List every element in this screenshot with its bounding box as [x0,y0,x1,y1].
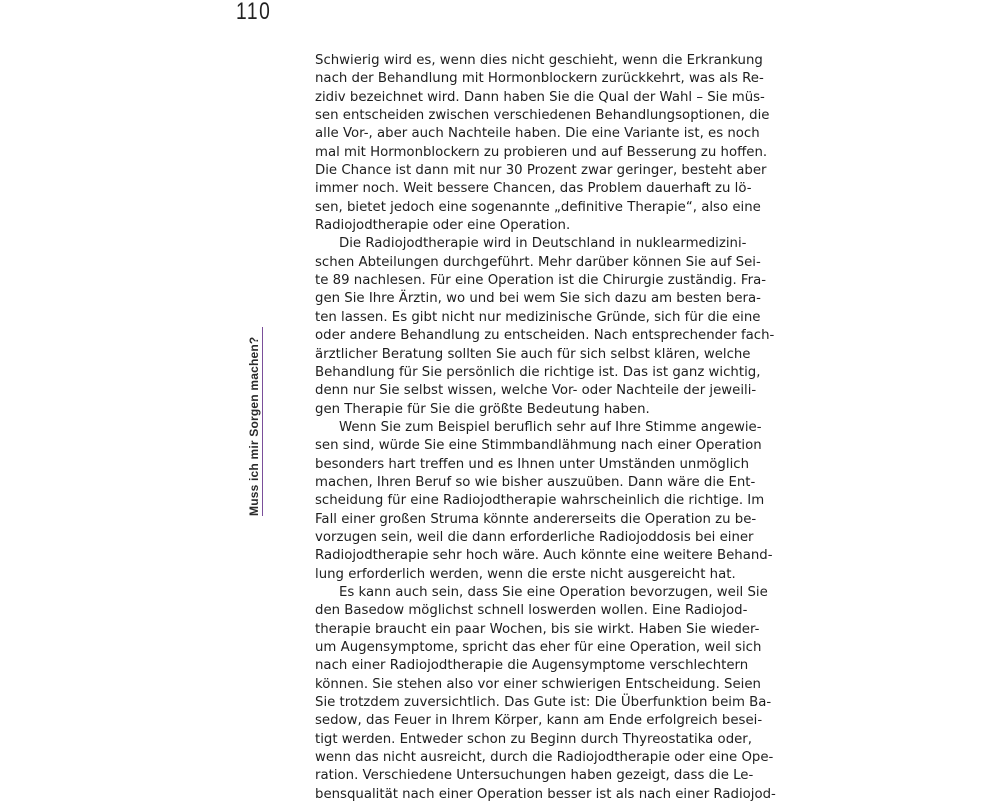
text-line: wenn das nicht ausreicht, durch die Radiojodtherapie oder eine Ope- [315,750,774,766]
text-line: besonders hart treffen und es Ihnen unter Umständen unmöglich [315,456,749,472]
text-line: ärztlicher Beratung sollten Sie auch für sich selbst klären, welche [315,346,751,362]
text-line: können. Sie stehen also vor einer schwierigen Entscheidung. Seien [315,676,761,692]
text-line: Radiojodtherapie sehr hoch wäre. Auch könnte eine weitere Behand- [315,548,773,564]
text-line: Radiojodtherapie oder eine Operation. [315,218,571,234]
running-section-label: Muss ich mir Sorgen machen? [247,336,261,516]
text-line: vorzugen sein, weil die dann erforderliche Radiojoddosis bei einer [315,529,754,545]
text-line: alle Vor-, aber auch Nachteile haben. Die eine Variante ist, es noch [315,126,760,142]
text-line: den Basedow möglichst schnell loswerden wollen. Eine Radiojod- [315,603,748,619]
text-line: Sie trotzdem zuversichtlich. Das Gute ist: Die Überfunktion beim Ba- [315,695,772,711]
text-line: oder andere Behandlung zu entscheiden. Nach entsprechender fach- [315,328,775,344]
text-line: ration. Verschiedene Untersuchungen haben gezeigt, dass die Le- [315,768,754,784]
text-line: machen, Ihren Beruf so wie bisher auszuüben. Dann wäre die Ent- [315,474,756,490]
paragraph [315,235,775,418]
text-line: therapie braucht ein paar Wochen, bis sie wirkt. Haben Sie wieder- [315,621,760,637]
text-line: um Augensymptome, spricht das eher für eine Operation, weil sich [315,640,762,655]
text-line: Behandlung für Sie persönlich die richtige ist. Das ist ganz wichtig, [315,364,761,380]
text-line: scheidung für eine Radiojodtherapie wahrscheinlich die richtige. Im [315,493,765,509]
paragraph [315,584,775,804]
text-line: gen Therapie für Sie die größte Bedeutung haben. [315,401,650,417]
text-line: Es kann auch sein, dass Sie eine Operation bevorzugen, weil Sie [339,584,768,600]
body-text-column [315,52,775,804]
text-line: ten lassen. Es gibt nicht nur medizinische Gründe, sich für die eine [315,309,761,325]
text-line: immer noch. Weit bessere Chancen, das Problem dauerhaft zu lö- [315,181,752,197]
text-line: bensqualität nach einer Operation besser ist als nach einer Radiojod- [315,786,776,802]
text-line: mal mit Hormonblockern zu probieren und auf Besserung zu hoffen. [315,144,768,160]
text-line: sedow, das Feuer in Ihrem Körper, kann am Ende erfolgreich besei- [315,713,763,729]
paragraph [315,419,775,584]
paragraph [315,52,775,235]
text-line: denn nur Sie selbst wissen, welche Vor- oder Nachteile der jeweili- [315,383,757,399]
text-line: gen Sie Ihre Ärztin, wo und bei wem Sie sich dazu am besten bera- [315,291,761,307]
text-line: Wenn Sie zum Beispiel beruflich sehr auf Ihre Stimme angewie- [339,419,762,435]
text-line: sen sind, würde Sie eine Stimmbandlähmung nach einer Operation [315,438,762,454]
text-line: lung erforderlich werden, wenn die erste nicht ausgereicht hat. [315,566,736,582]
text-line: Die Chance ist dann mit nur 30 Prozent zwar geringer, besteht aber [315,163,767,179]
section-rule [262,327,263,516]
text-line: schen Abteilungen durchgeführt. Mehr darüber können Sie auf Sei- [315,254,761,270]
text-line: sen, bietet jedoch eine sogenannte „definitive Therapie“, also eine [315,199,761,215]
text-line: Die Radiojodtherapie wird in Deutschland in nuklearmedizini- [339,236,747,252]
text-line: tigt werden. Entweder schon zu Beginn durch Thyreostatika oder, [315,731,753,747]
text-line: nach einer Radiojodtherapie die Augensymptome verschlechtern [315,658,749,674]
text-line: zidiv bezeichnet wird. Dann haben Sie die Qual der Wahl – Sie müs- [315,89,765,105]
text-line: Schwierig wird es, wenn dies nicht geschieht, wenn die Erkrankung [315,53,763,68]
text-line: Fall einer großen Struma könnte andererseits die Operation zu be- [315,511,757,527]
text-line: sen entscheiden zwischen verschiedenen Behandlungsoptionen, die [315,108,770,124]
text-line: nach der Behandlung mit Hormonblockern zurückkehrt, was als Re- [315,71,764,87]
page-number: 110 [236,0,272,25]
text-line: te 89 nachlesen. Für eine Operation ist die Chirurgie zuständig. Fra- [315,273,767,289]
